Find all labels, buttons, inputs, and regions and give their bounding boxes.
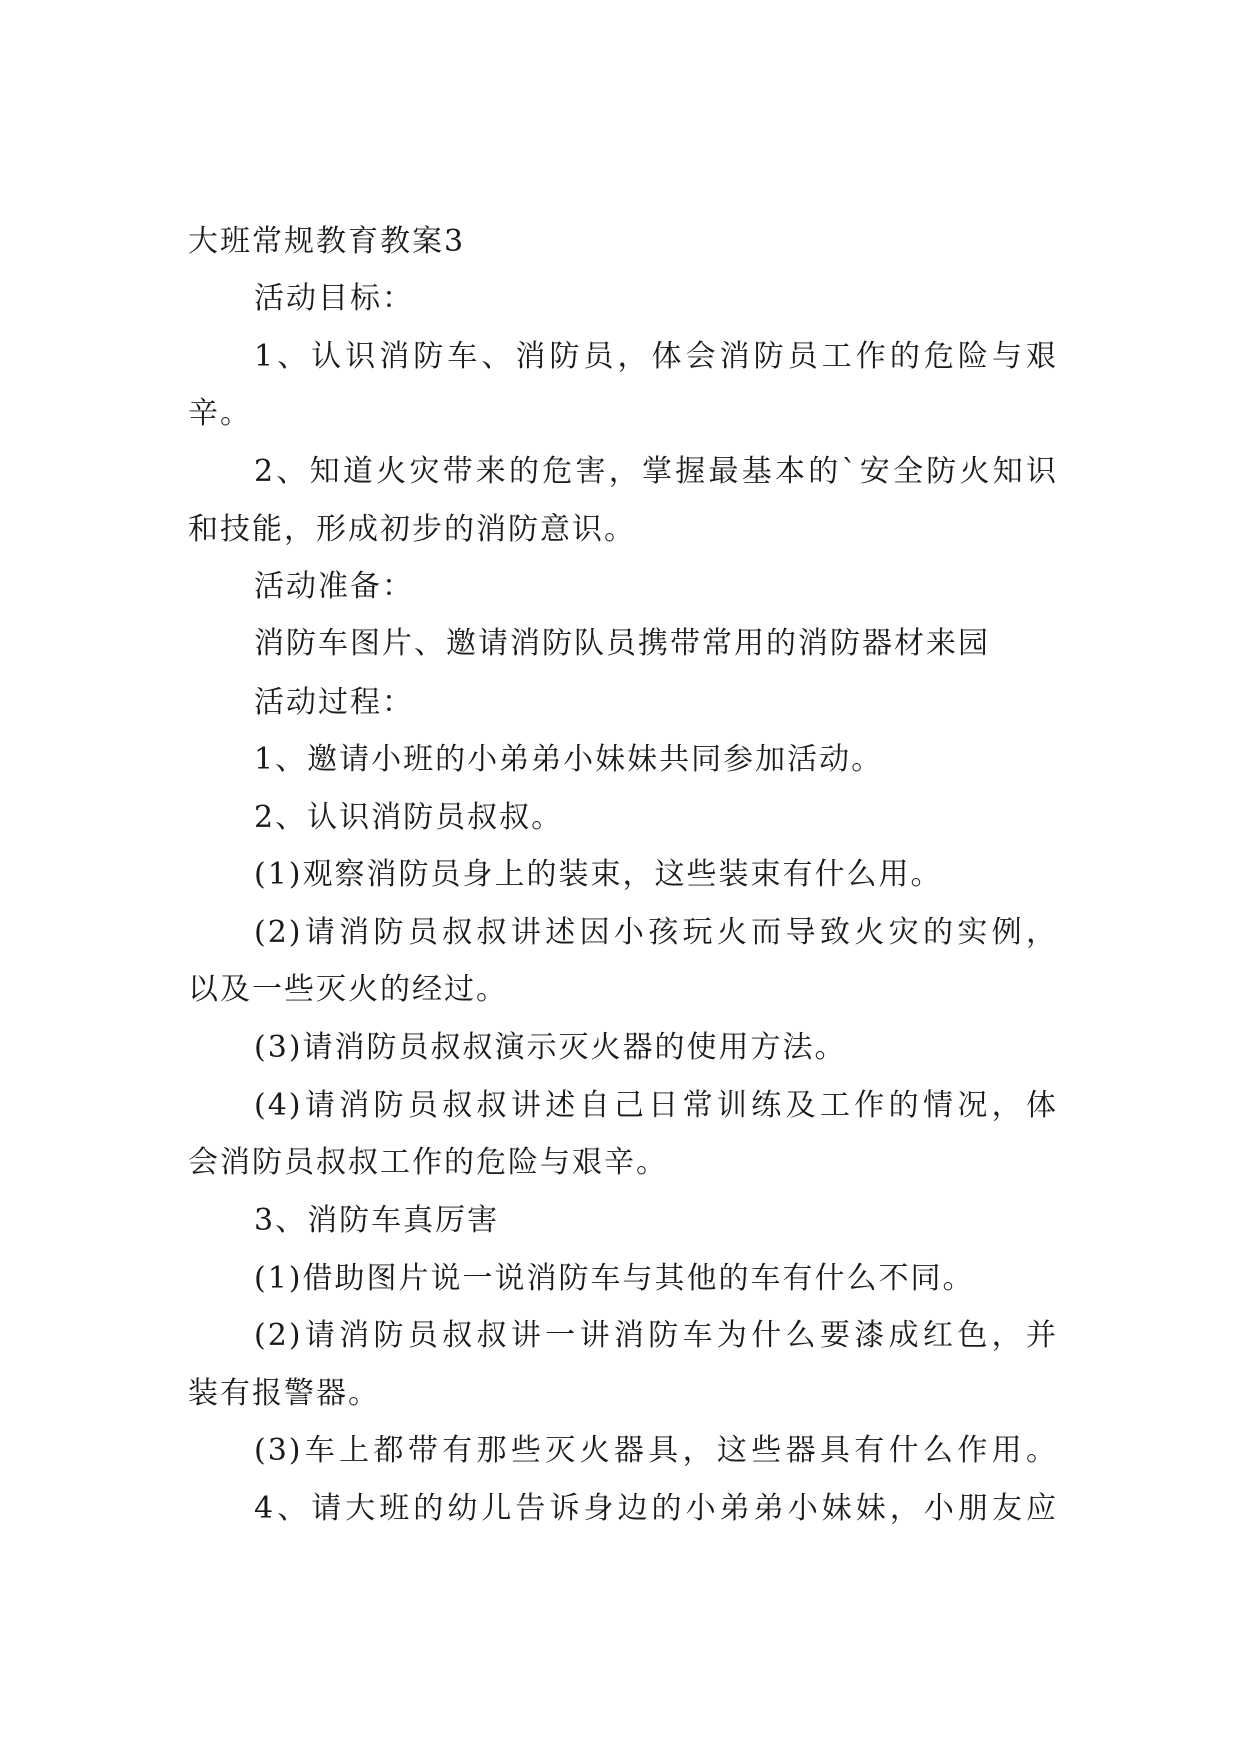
step-2-3: (3)请消防员叔叔演示灭火器的使用方法。 [254, 1030, 847, 1065]
step-3: 3、消防车真厉害 [254, 1203, 500, 1238]
step-1: 1、邀请小班的小弟弟小妹妹共同参加活动。 [254, 742, 884, 777]
goal-2-line-1: 2、知道火灾带来的危害，掌握最基本的`安全防火知识 [254, 454, 1058, 489]
step-4-line-1: 4、请大班的幼儿告诉身边的小弟弟小妹妹，小朋友应 [254, 1491, 1058, 1526]
goal-2-line-2: 和技能，形成初步的消防意识。 [188, 512, 636, 547]
step-2-2-line-1: (2)请消防员叔叔讲述因小孩玩火而导致火灾的实例， [254, 915, 1058, 950]
step-3-1: (1)借助图片说一说消防车与其他的车有什么不同。 [254, 1261, 975, 1296]
prep-text: 消防车图片、邀请消防队员携带常用的消防器材来园 [254, 626, 990, 661]
process-heading: 活动过程： [254, 685, 414, 720]
goals-heading: 活动目标： [254, 281, 414, 316]
step-2-4-line-1: (4)请消防员叔叔讲述自己日常训练及工作的情况，体 [254, 1088, 1058, 1123]
prep-heading: 活动准备： [254, 569, 414, 604]
document-title: 大班常规教育教案3 [188, 224, 466, 259]
step-2-1: (1)观察消防员身上的装束，这些装束有什么用。 [254, 857, 943, 892]
goal-1-line-2: 辛。 [188, 396, 252, 431]
step-2-2-line-2: 以及一些灭火的经过。 [188, 972, 508, 1007]
step-3-2-line-1: (2)请消防员叔叔讲一讲消防车为什么要漆成红色，并 [254, 1318, 1058, 1353]
step-2-4-line-2: 会消防员叔叔工作的危险与艰辛。 [188, 1145, 668, 1180]
step-3-3: (3)车上都带有那些灭火器具，这些器具有什么作用。 [254, 1433, 1058, 1468]
step-2: 2、认识消防员叔叔。 [254, 800, 564, 835]
goal-1-line-1: 1、认识消防车、消防员，体会消防员工作的危险与艰 [254, 339, 1058, 374]
step-3-2-line-2: 装有报警器。 [188, 1376, 380, 1411]
